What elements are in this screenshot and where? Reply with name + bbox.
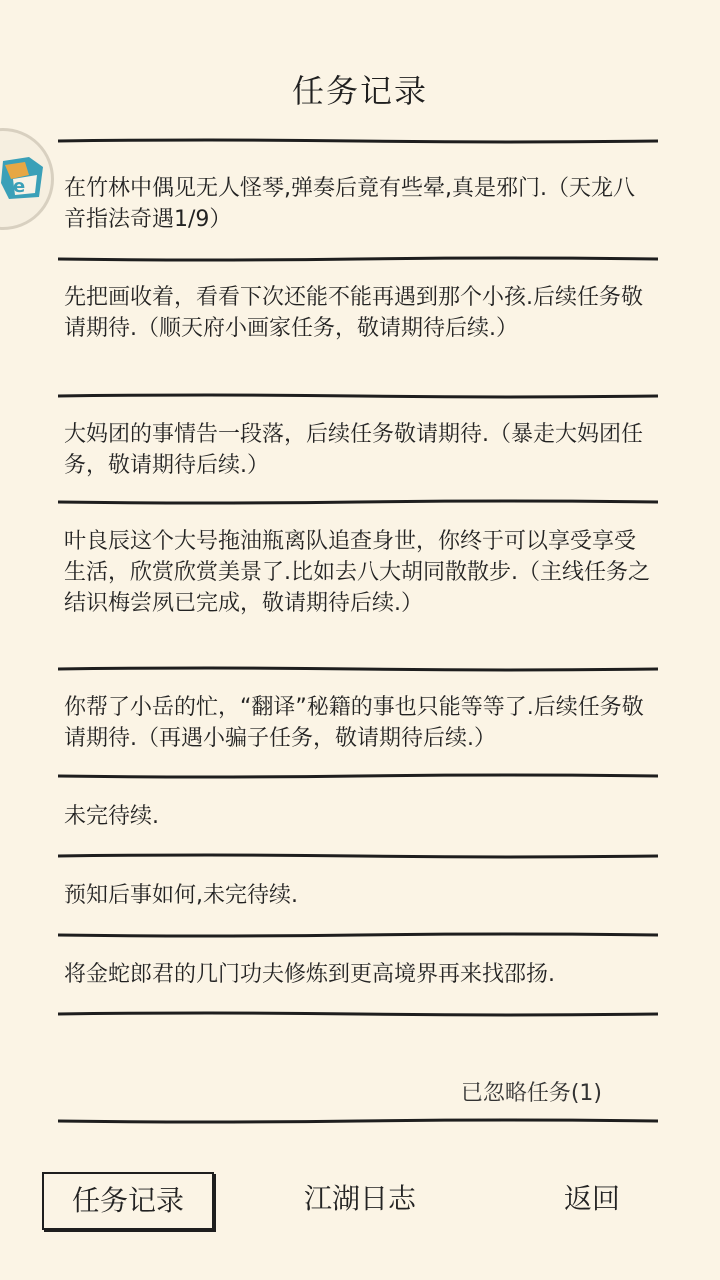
- quest-entry-4[interactable]: 叶良辰这个大号拖油瓶离队追查身世，你终于可以享受享受生活，欣赏欣赏美景了.比如去八大胡同散散步.（主线任务之结识梅尝夙已完成，敬请期待后续.）: [64, 529, 650, 616]
- tab-quest-log[interactable]: 任务记录: [42, 1172, 214, 1230]
- quest-entry-5[interactable]: 你帮了小岳的忙，“翻译”秘籍的事也只能等等了.后续任务敬请期待.（再遇小骗子任务，敬请期待后续.）: [64, 695, 644, 751]
- divider: [58, 1118, 658, 1124]
- svg-text:e: e: [13, 176, 26, 197]
- tab-jianghu-journal[interactable]: 江湖日志: [303, 1182, 416, 1215]
- divider: [58, 499, 658, 505]
- bottom-tab-bar: [0, 1172, 720, 1232]
- divider: [58, 932, 658, 938]
- divider: [58, 138, 658, 144]
- quest-entry-7[interactable]: 预知后事如何,未完待续.: [64, 883, 298, 908]
- divider: [58, 393, 658, 399]
- quest-entry-6[interactable]: 未完待续.: [64, 804, 159, 829]
- divider: [58, 853, 658, 859]
- divider: [58, 773, 658, 779]
- divider: [58, 256, 658, 262]
- avatar[interactable]: [0, 128, 54, 230]
- quest-entry-2[interactable]: 先把画收着，看看下次还能不能再遇到那个小孩.后续任务敬请期待.（顺天府小画家任务，敬请期待后续.）: [64, 285, 643, 341]
- quest-entry-1[interactable]: 在竹林中偶见无人怪琴,弹奏后竟有些晕,真是邪门.（天龙八音指法奇遇1/9）: [64, 176, 635, 232]
- quest-entry-3[interactable]: 大妈团的事情告一段落，后续任务敬请期待.（暴走大妈团任务，敬请期待后续.）: [64, 422, 643, 478]
- divider: [58, 1011, 658, 1017]
- avatar-emblem-icon: [0, 153, 47, 205]
- ignored-quests-link[interactable]: 已忽略任务(1): [460, 1081, 602, 1106]
- quest-entry-8[interactable]: 将金蛇郎君的几门功夫修炼到更高境界再来找邵扬.: [64, 962, 555, 987]
- back-button[interactable]: 返回: [563, 1182, 620, 1215]
- page-title: 任务记录: [291, 72, 428, 110]
- divider: [58, 666, 658, 672]
